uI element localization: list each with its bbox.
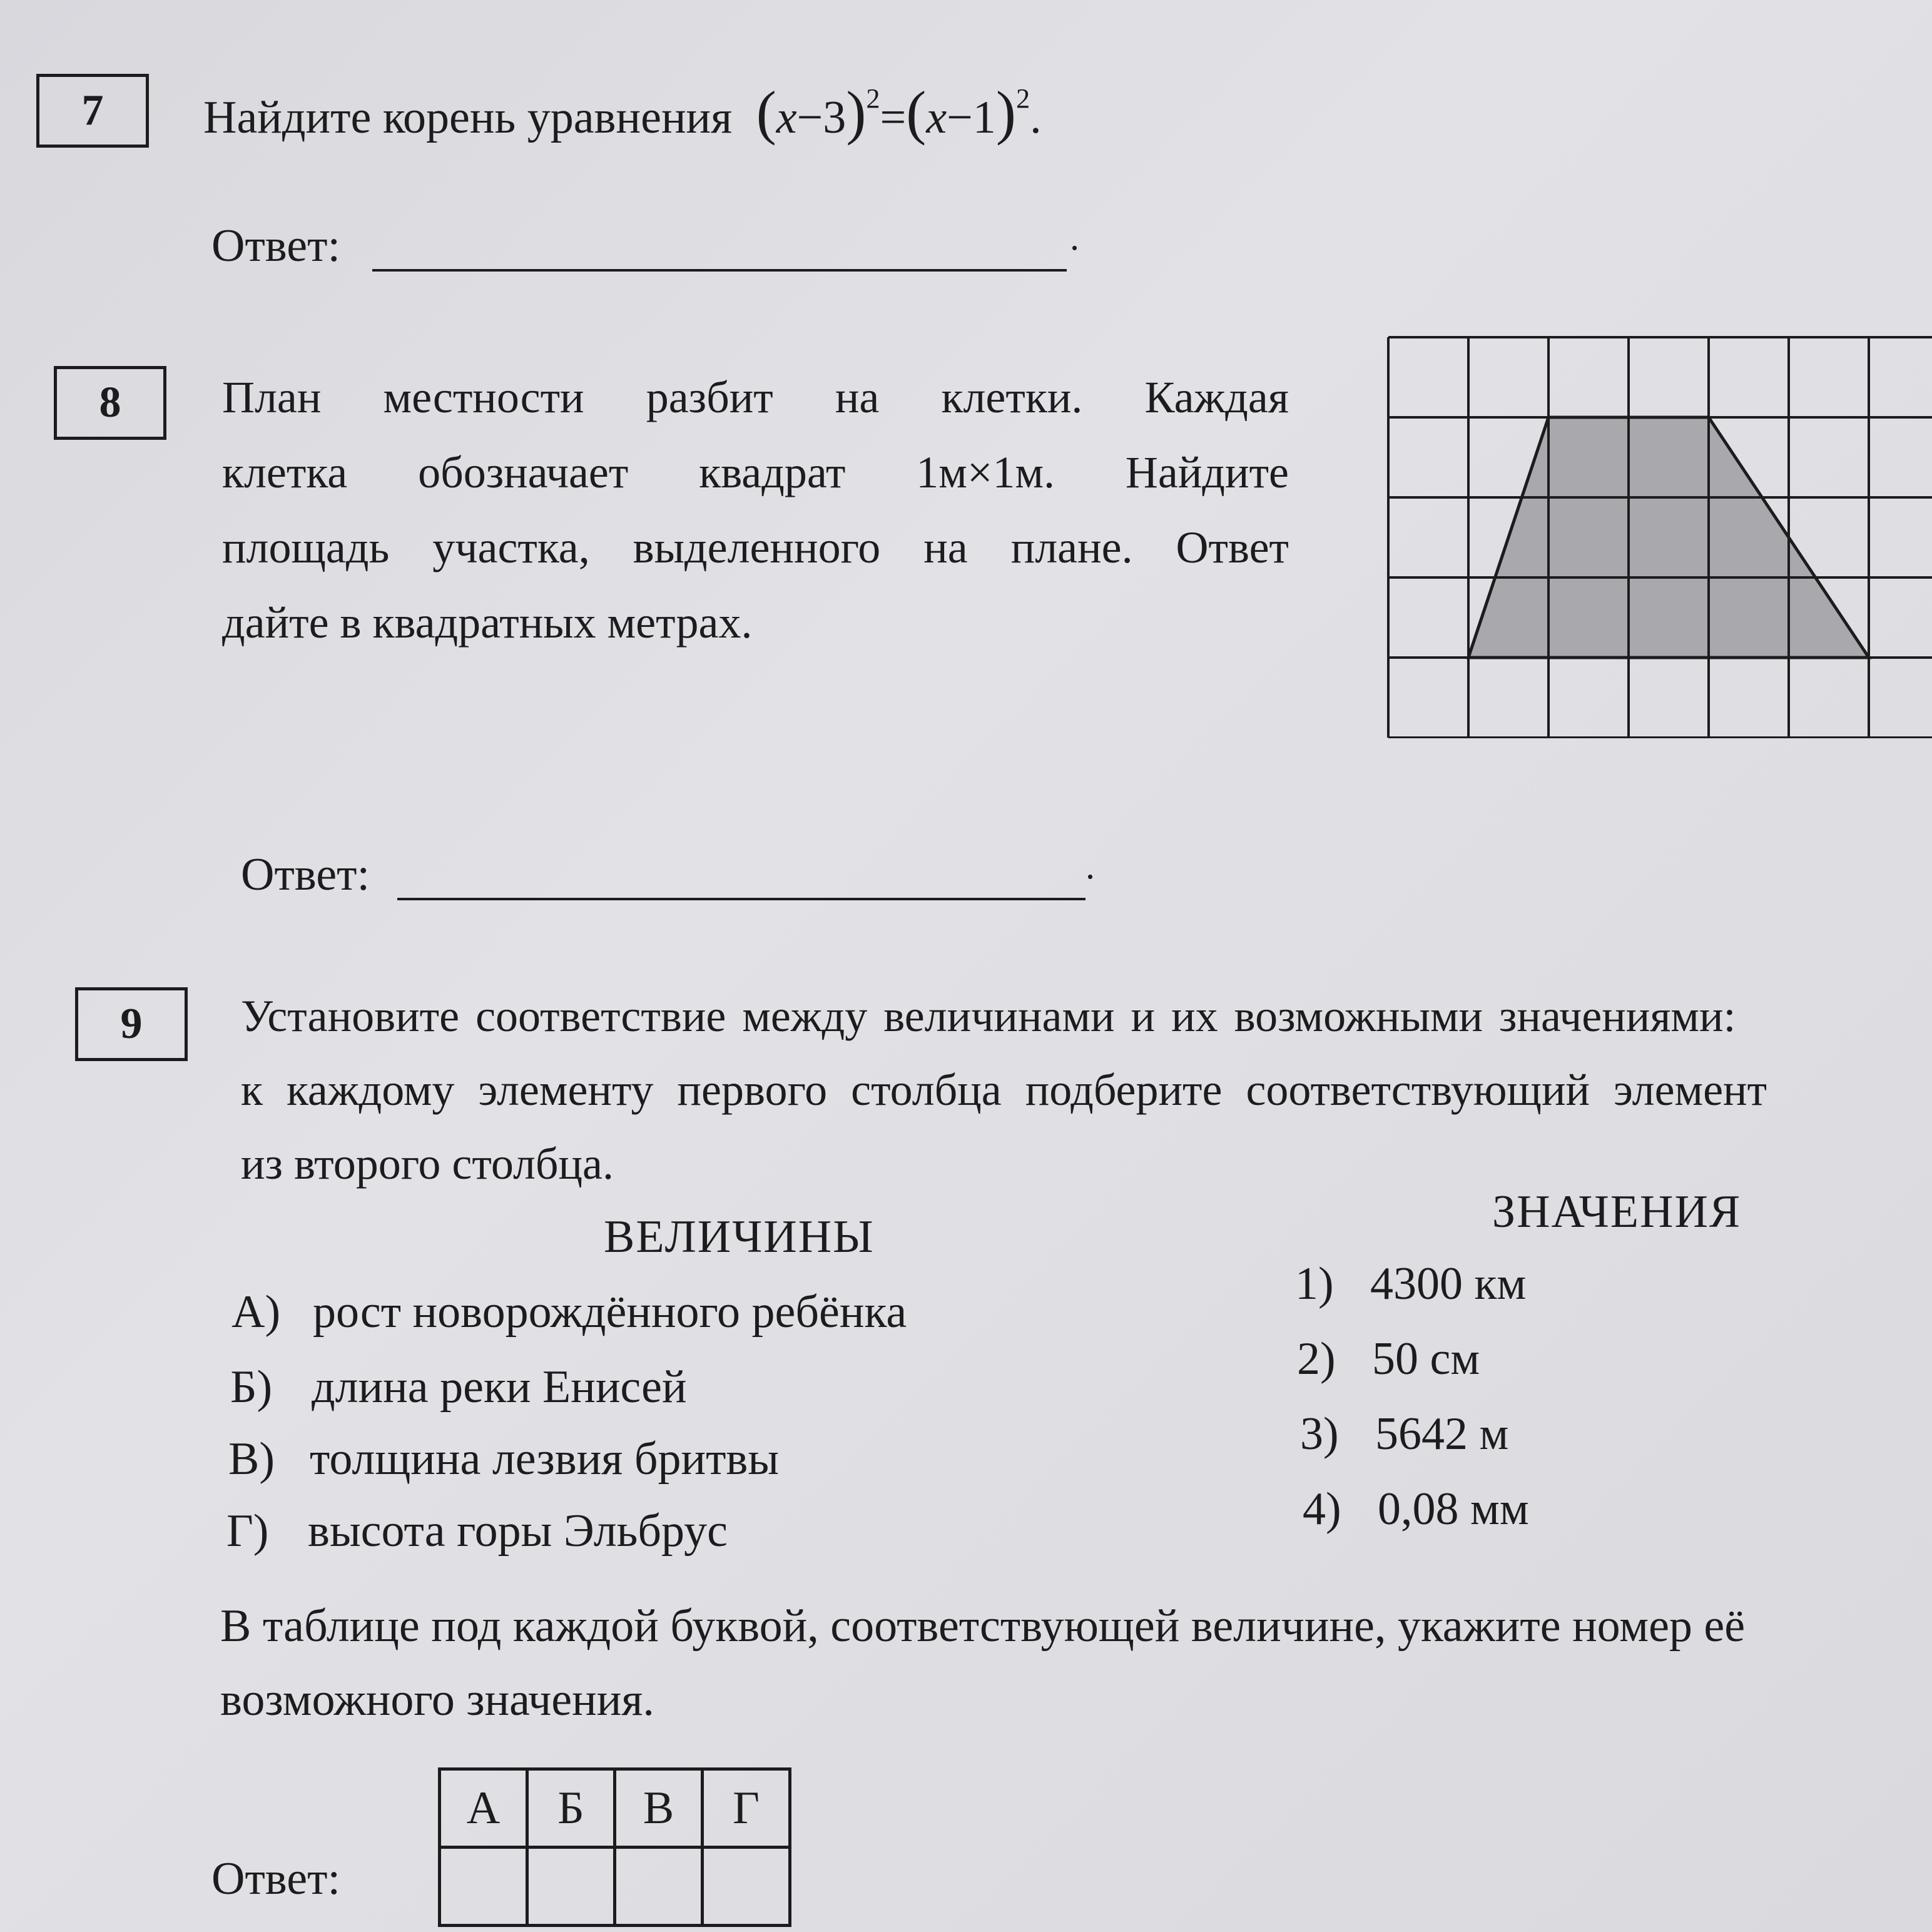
value-1-text: 4300 км [1370,1258,1527,1309]
eq-right-open-paren: ( [906,79,927,146]
task-7-answer-field[interactable] [372,225,1067,272]
task-9-item-g [226,1505,728,1558]
answer-table-header-g: Г [703,1769,790,1848]
eq-left-var: x [776,92,797,143]
task-9-text [241,979,1932,1201]
task-9-item-a [231,1286,907,1339]
task-8-line-4: дайте в квадратных метрах. [222,597,753,648]
task-7-prompt-text: Найдите корень уравнения [203,92,733,143]
answer-table-header-b: Б [527,1769,615,1848]
eq-left-close-paren: ) [846,79,867,146]
task-9-answer-label: Ответ: [211,1853,341,1904]
task-8-text [222,360,1289,660]
task-7-answer-label: Ответ: [211,220,341,272]
task-9-line-3: из второго столбца. [241,1139,614,1189]
task-8-number: 8 [54,366,166,440]
eq-right-close-paren: ) [995,79,1016,146]
item-a-letter: А) [231,1286,281,1338]
item-b-letter: Б) [230,1361,273,1413]
eq-right-var: x [926,92,947,143]
task-9-answer-table [438,1767,791,1927]
task-9-value-2 [1297,1333,1480,1386]
answer-table-header-row [440,1769,790,1848]
item-v-letter: В) [228,1433,275,1485]
task-9-value-4 [1303,1483,1529,1536]
task-8-answer-label: Ответ: [241,849,370,900]
task-9-instruction-line-1: В таблице под каждой буквой, соответствующей величине, укажите номер её [220,1600,1746,1652]
value-2-number: 2) [1297,1333,1336,1385]
task-9-line-2: к каждому элементу первого столбца подберите соответствующий элемент [241,1065,1767,1115]
answer-cell-a[interactable] [440,1848,527,1926]
eq-period: . [1030,92,1042,143]
value-2-text: 50 см [1372,1333,1480,1385]
task-9-left-header: ВЕЛИЧИНЫ [604,1211,875,1263]
task-9-item-b [230,1361,687,1414]
task-8-answer-dot: . [1085,845,1095,887]
answer-table-input-row [440,1848,790,1926]
item-b-text: длина реки Енисей [312,1361,687,1413]
eq-left-open-paren: ( [756,79,776,146]
item-a-text: рост новорождённого ребёнка [313,1286,907,1338]
task-8-line-1: План местности разбит на клетки. Каждая [222,372,1289,422]
eq-left-term: −3 [796,92,847,143]
value-3-text: 5642 м [1375,1408,1509,1460]
answer-table-header-v: В [615,1769,703,1848]
answer-table-header-a: А [440,1769,527,1848]
answer-cell-v[interactable] [615,1848,703,1926]
task-8-line-3: площадь участка, выделенного на плане. Ответ [222,522,1289,572]
task-8-plan-grid [1386,335,1932,738]
value-1-number: 1) [1295,1258,1334,1309]
item-g-letter: Г) [226,1505,269,1557]
task-9-value-3 [1300,1408,1508,1461]
value-4-number: 4) [1303,1483,1341,1535]
task-9-value-1 [1295,1258,1526,1311]
item-v-text: толщина лезвия бритвы [310,1433,780,1485]
eq-right-exponent: 2 [1015,83,1030,114]
eq-right-term: −1 [947,92,996,143]
task-8-answer-field[interactable] [397,854,1085,900]
highlighted-plot-area [1468,417,1869,658]
task-7-equation [756,79,1042,146]
task-9-instruction [220,1589,1745,1737]
answer-cell-b[interactable] [527,1848,615,1926]
eq-equals-sign: = [880,92,907,143]
item-g-text: высота горы Эльбрус [308,1505,728,1557]
value-3-number: 3) [1300,1408,1339,1460]
task-7-prompt [203,69,1042,156]
answer-cell-g[interactable] [703,1848,790,1926]
task-9-instruction-line-2: возможного значения. [220,1674,654,1726]
task-9-number: 9 [75,987,188,1061]
task-9-line-1: Установите соответствие между величинами и их возможными значениями: [241,991,1736,1041]
value-4-text: 0,08 мм [1378,1483,1529,1535]
task-7-answer-dot: . [1070,216,1079,258]
task-9-right-header: ЗНАЧЕНИЯ [1492,1186,1742,1238]
task-7-number: 7 [36,74,149,148]
eq-left-exponent: 2 [866,83,880,114]
task-9-item-v [228,1433,779,1486]
task-8-line-2: клетка обозначает квадрат 1м×1м. Найдите [222,447,1289,497]
